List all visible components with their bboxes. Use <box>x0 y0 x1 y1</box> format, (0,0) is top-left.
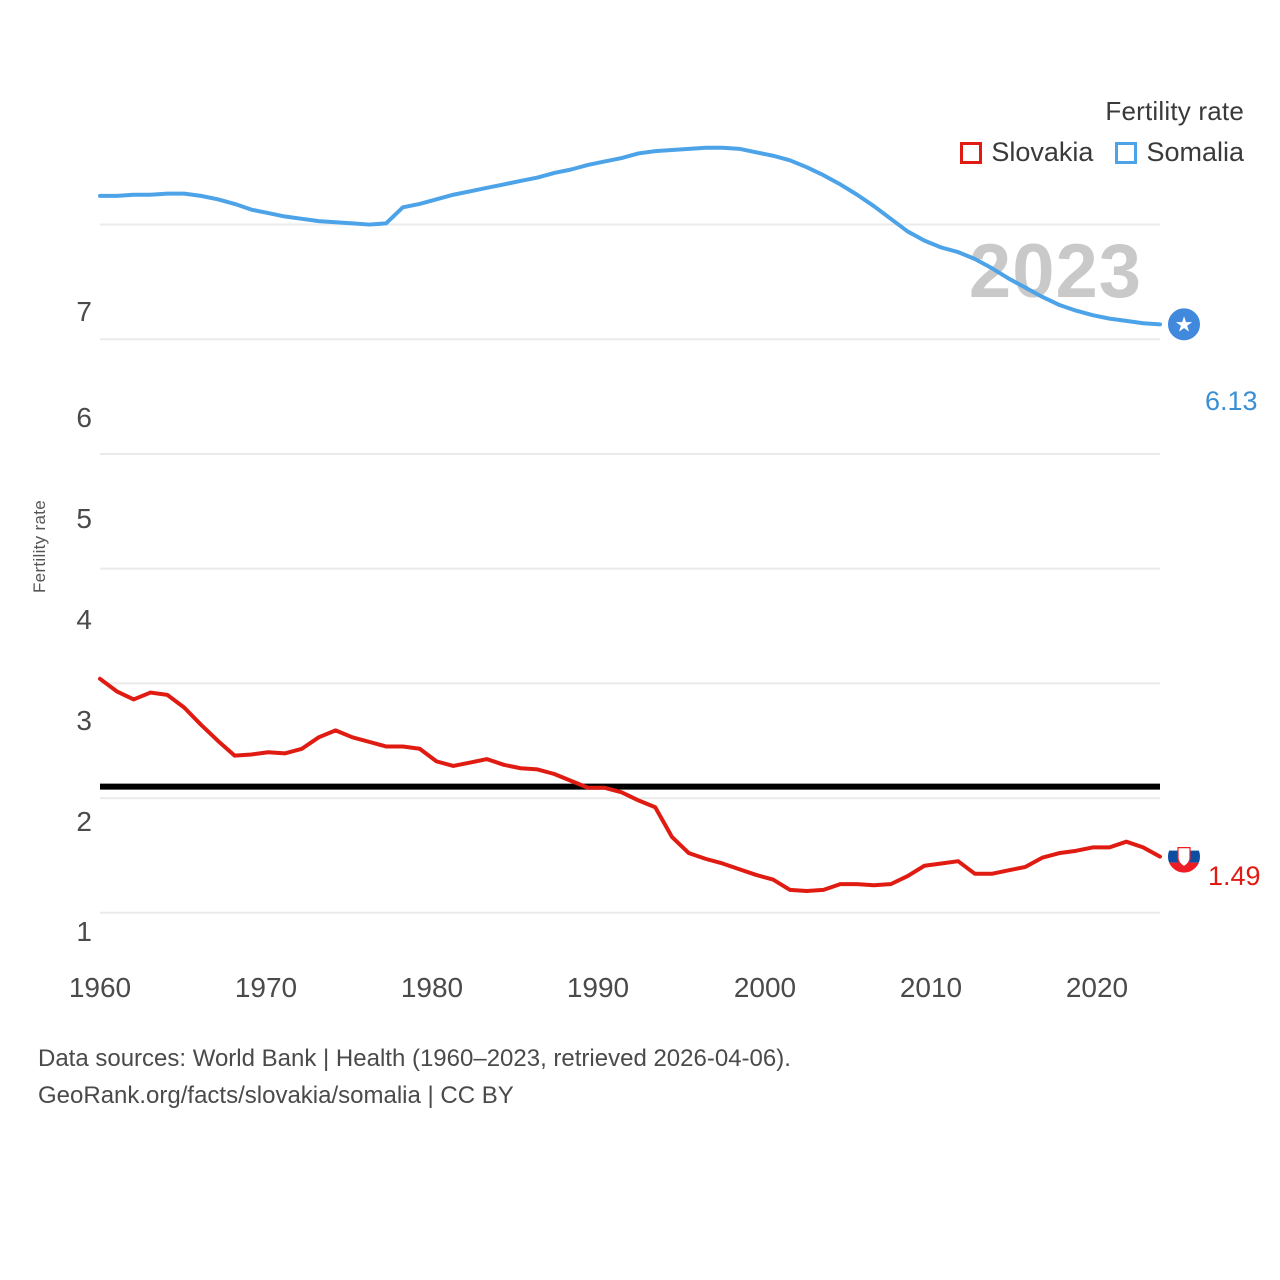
end-value-slovakia: 1.49 <box>1208 861 1261 891</box>
y-tick-3: 3 <box>76 705 92 736</box>
y-tick-5: 5 <box>76 503 92 534</box>
y-tick-1: 1 <box>76 916 92 947</box>
footer-attribution: GeoRank.org/facts/slovakia/somalia | CC BY <box>38 1082 514 1110</box>
legend-label-slovakia: Slovakia <box>991 137 1094 167</box>
end-value-somalia: 6.13 <box>1205 386 1258 416</box>
y-tick-2: 2 <box>76 806 92 837</box>
x-tick-2010: 2010 <box>899 972 963 1003</box>
year-watermark: 2023 <box>968 229 1142 314</box>
footer-data-sources: Data sources: World Bank | Health (1960–2023, retrieved 2026-04-06). <box>38 1045 791 1072</box>
end-marker-somalia <box>1167 307 1201 341</box>
y-tick-4: 4 <box>76 604 92 635</box>
x-tick-2000: 2000 <box>733 972 797 1003</box>
star-icon: ★ <box>1174 313 1194 337</box>
legend-title: Fertility rate <box>1105 96 1244 126</box>
gridlines <box>100 225 1160 913</box>
x-tick-2020: 2020 <box>1065 972 1129 1003</box>
y-tick-6: 6 <box>76 402 92 433</box>
x-tick-1980: 1980 <box>400 972 464 1003</box>
series-line-somalia <box>100 148 1160 325</box>
y-tick-7: 7 <box>76 296 92 327</box>
legend-label-somalia: Somalia <box>1146 137 1244 167</box>
end-marker-slovakia <box>1167 839 1201 875</box>
chart-footer <box>38 1040 791 1114</box>
x-tick-1960: 1960 <box>68 972 132 1003</box>
x-tick-1970: 1970 <box>234 972 298 1003</box>
x-tick-1990: 1990 <box>566 972 630 1003</box>
y-axis-title: Fertility rate <box>30 500 49 593</box>
